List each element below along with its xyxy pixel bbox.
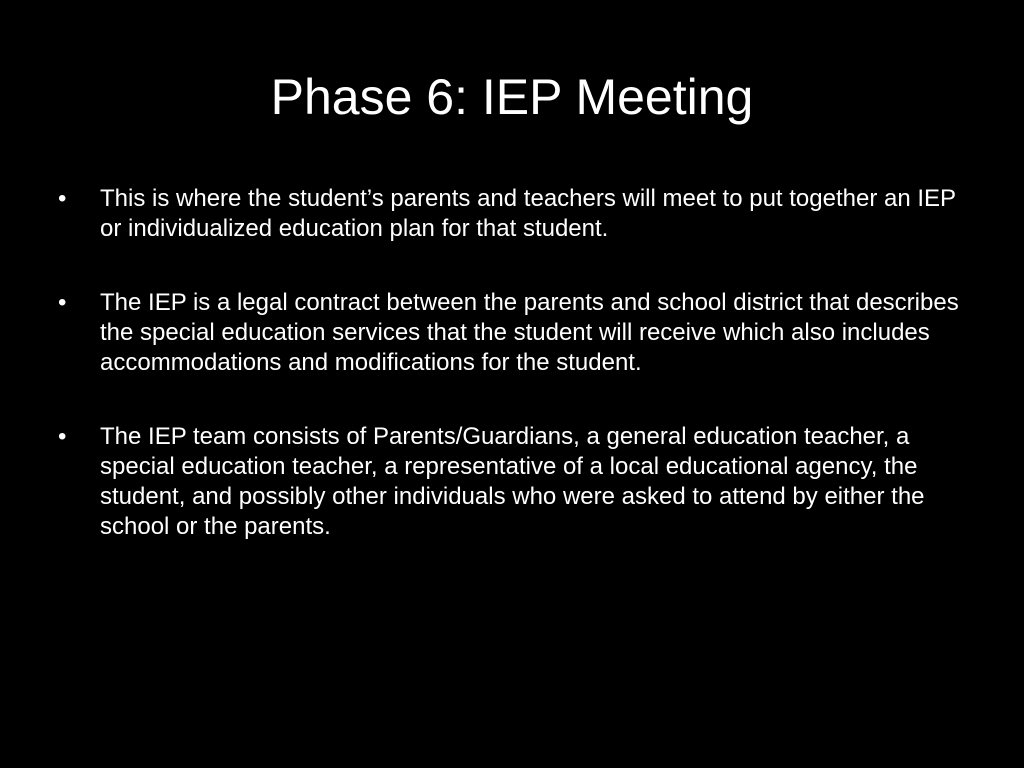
bullet-icon: • [58,185,67,212]
bullet-text: The IEP is a legal contract between the parents and school district that describes the special education services that the student will receive which also includes accommodations and modifications for the student. [100,289,959,376]
bullet-item [56,422,976,542]
bullet-item [56,184,976,244]
bullet-text: The IEP team consists of Parents/Guardians, a general education teacher, a special education teacher, a representative of a local educational agency, the student, and possibly other individuals who were asked to attend by either the school or the parents. [100,423,925,540]
bullet-text: This is where the student’s parents and teachers will meet to put together an IEP or individualized education plan for that student. [100,185,956,242]
slide-title: Phase 6: IEP Meeting [270,69,754,125]
bullet-icon: • [58,289,67,316]
bullet-item [56,288,976,378]
bullet-list [56,184,976,586]
bullet-icon: • [58,423,67,450]
